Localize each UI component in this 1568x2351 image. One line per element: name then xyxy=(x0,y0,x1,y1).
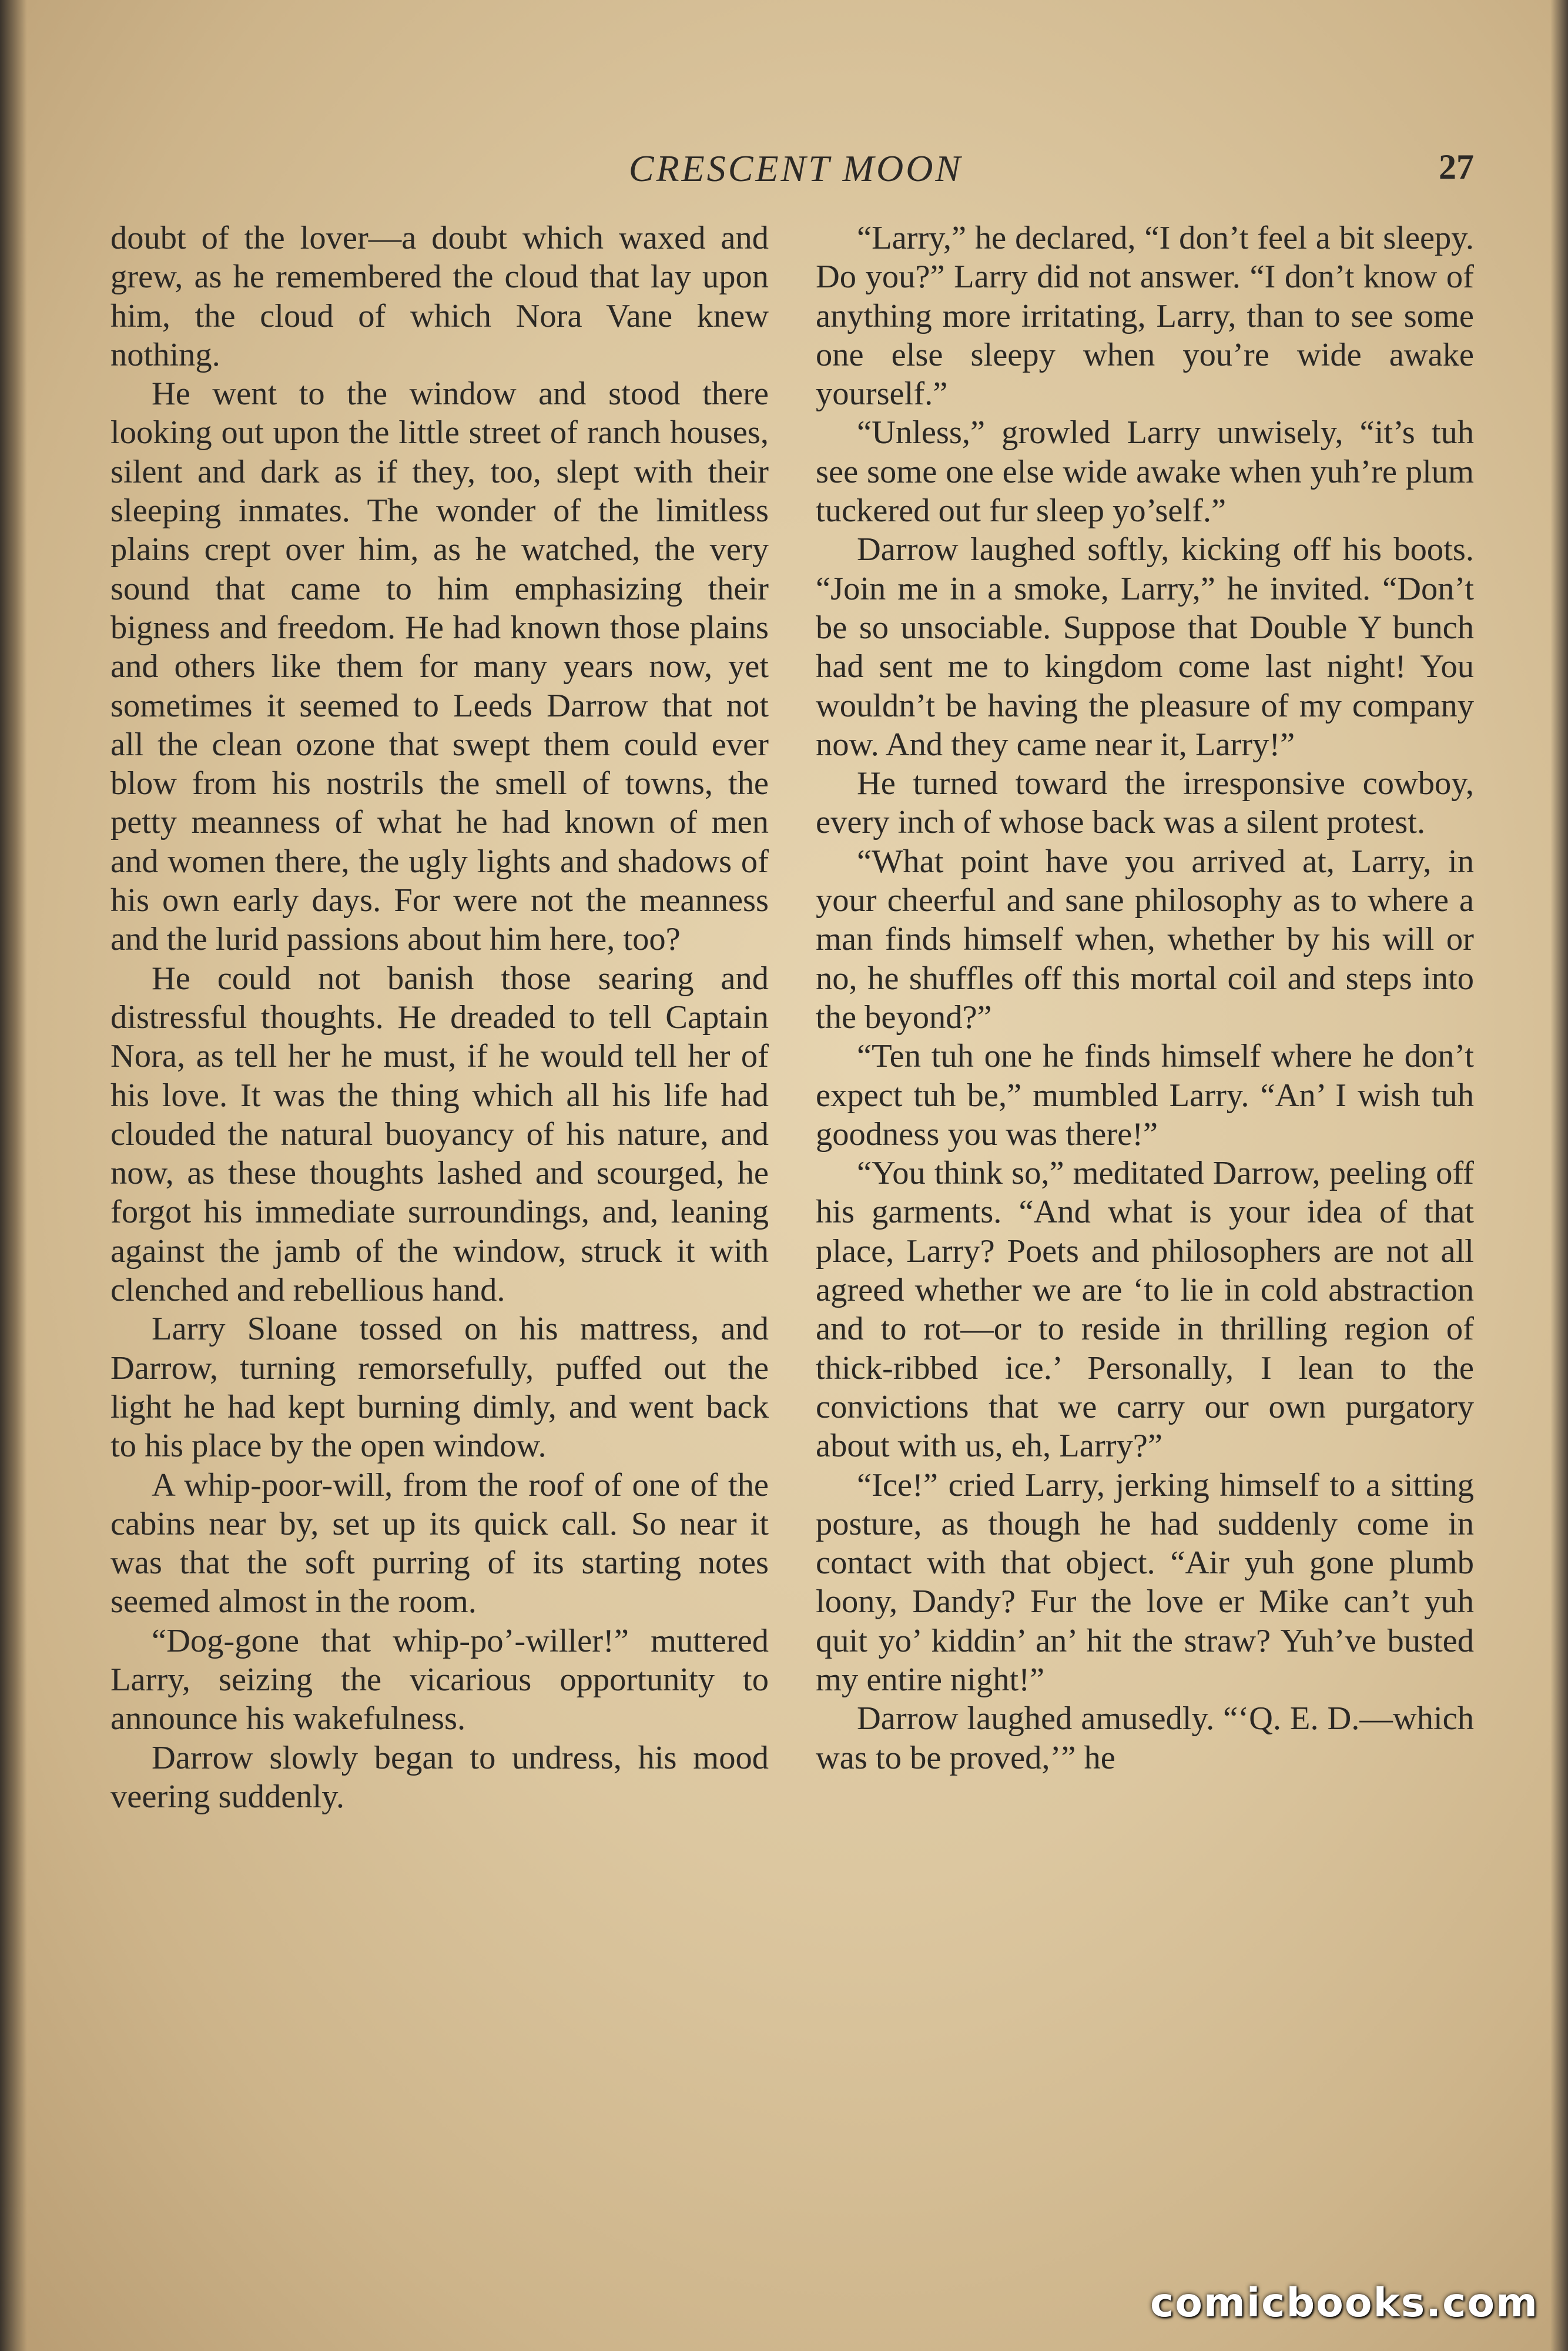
page-header xyxy=(106,147,1486,194)
text-column-right xyxy=(816,219,1474,1777)
paragraph: “What point have you arrived at, Larry, in your cheerful and sane philosophy as to where a man finds himself when, whether by his will or no, he shuffles off this mortal coil and steps into the beyond?” xyxy=(816,843,1474,1036)
paragraph: He went to the window and stood there looking out upon the little street of ranch houses, silent and dark as if they, too, slept with their sleeping inmates. The wonder of the limitless plains crept over him, as he watched, the very sound that came to him emphasizing their bigness and freedom. He had known those plains and others like them for many years now, yet sometimes it seemed to Leeds Darrow that not all the clean ozone that swept them could ever blow from his nostrils the smell of towns, the petty meanness of what he had known of men and women there, the ugly lights and shadows of his own early days. For were not the meanness and the lurid passions about him here, too? xyxy=(110,376,769,958)
site-watermark: comicbooks.com xyxy=(1150,2280,1539,2326)
paragraph: doubt of the lover—a doubt which waxed and grew, as he remembered the cloud that lay upon him, the cloud of which Nora Vane knew nothing. xyxy=(110,220,769,373)
paragraph: A whip-poor-will, from the roof of one of the cabins near by, set up its quick call. So near it was that the soft purring of its starting notes seemed almost in the room. xyxy=(110,1466,769,1620)
paragraph: “Unless,” growled Larry unwisely, “it’s tuh see some one else wide awake when yuh’re plum tuckered out fur sleep yo’self.” xyxy=(816,414,1474,530)
paragraph: Darrow laughed amusedly. “‘Q. E. D.—which was to be proved,’” he xyxy=(816,1700,1474,1776)
paragraph: He turned toward the irresponsive cowboy, every inch of whose back was a silent protest. xyxy=(816,765,1474,841)
paragraph: He could not banish those searing and distressful thoughts. He dreaded to tell Captain Nora, as tell her he must, if he would tell her of his love. It was the thing which all his life had clouded the natural buoyancy of his nature, and now, as these thoughts lashed and scourged, he forgot his immediate surroundings, and, leaning against the jamb of the window, struck it with clenched and rebellious hand. xyxy=(110,960,769,1309)
paragraph: Darrow slowly began to undress, his mood veering suddenly. xyxy=(110,1739,769,1815)
page-edge-left xyxy=(0,0,27,2351)
running-title: CRESCENT MOON xyxy=(628,148,963,189)
page-number: 27 xyxy=(1439,148,1474,186)
page-edge-right xyxy=(1550,0,1568,2351)
paragraph: “You think so,” meditated Darrow, peeling off his garments. “And what is your idea of that place, Larry? Poets and philosophers are not all agreed whether we are ‘to lie in cold abstraction and to rot—or to reside in thrilling region of thick-ribbed ice.’ Personally, I lean to the convictions that we carry our own purgatory about with us, eh, Larry?” xyxy=(816,1155,1474,1465)
paragraph: “Ten tuh one he finds himself where he don’t expect tuh be,” mumbled Larry. “An’ I wish tuh goodness you was there!” xyxy=(816,1038,1474,1153)
paragraph: Darrow laughed softly, kicking off his boots. “Join me in a smoke, Larry,” he invited. “Don’t be so unsociable. Suppose that Double Y bunch had sent me to kingdom come last night! You wouldn’t be having the pleasure of my company now. And they came near it, Larry!” xyxy=(816,531,1474,763)
paragraph: “Dog-gone that whip-po’-willer!” muttered Larry, seizing the vicarious opportunity to announce his wakefulness. xyxy=(110,1622,769,1737)
paragraph: Larry Sloane tossed on his mattress, and Darrow, turning remorsefully, puffed out the light he had kept burning dimly, and went back to his place by the open window. xyxy=(110,1311,769,1465)
paragraph: “Larry,” he declared, “I don’t feel a bit sleepy. Do you?” Larry did not answer. “I don’t know of anything more irritating, Larry, than to see some one else sleepy when you’re wide awake yourself.” xyxy=(816,220,1474,413)
text-column-left xyxy=(110,219,769,1816)
paragraph: “Ice!” cried Larry, jerking himself to a sitting posture, as though he had suddenly come in contact with that object. “Air yuh gone plumb loony, Dandy? Fur the love er Mike can’t yuh quit yo’ kiddin’ an’ hit the straw? Yuh’ve busted my entire night!” xyxy=(816,1466,1474,1698)
